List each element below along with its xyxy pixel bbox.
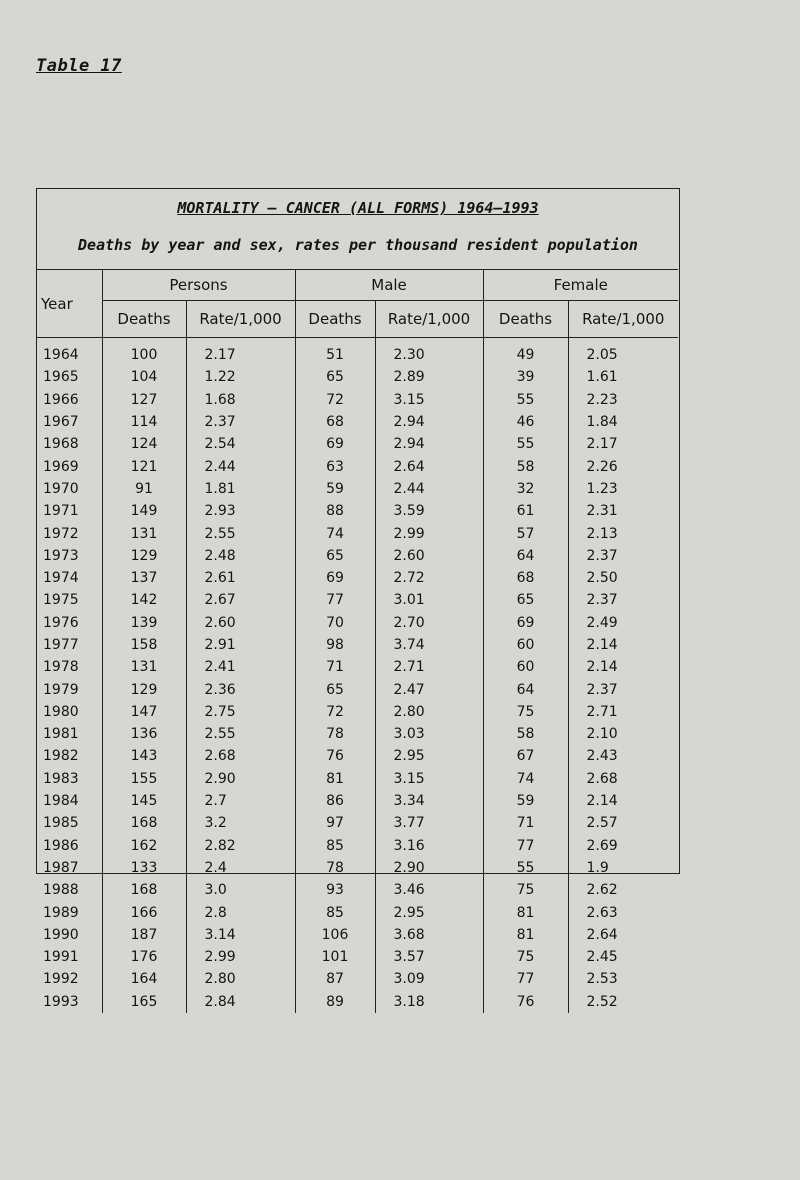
cell-female-rate: 2.37	[568, 545, 678, 567]
table-body	[37, 338, 678, 1013]
cell-year: 1980	[43, 703, 79, 720]
cell-male-rate: 2.64	[375, 455, 483, 477]
cell-male-rate: 3.34	[375, 790, 483, 812]
cell-male-rate: 2.95	[375, 745, 483, 767]
table-row	[37, 656, 678, 678]
cell-year: 1985	[43, 815, 79, 832]
cell-female-deaths: 65	[483, 589, 568, 611]
cell-persons-deaths: 158	[102, 634, 186, 656]
cell-persons-deaths: 131	[102, 522, 186, 544]
cell-male-rate: 2.44	[375, 478, 483, 500]
table-row	[37, 545, 678, 567]
cell-male-rate: 3.09	[375, 968, 483, 990]
cell-female-rate: 1.61	[568, 366, 678, 388]
cell-male-deaths: 89	[295, 991, 375, 1013]
cell-female-rate: 1.23	[568, 478, 678, 500]
cell-persons-deaths: 166	[102, 901, 186, 923]
cell-year: 1984	[43, 793, 79, 810]
table-row	[37, 455, 678, 477]
cell-persons-deaths: 121	[102, 455, 186, 477]
cell-female-rate: 2.45	[568, 946, 678, 968]
cell-persons-rate: 1.68	[186, 389, 295, 411]
cell-persons-deaths: 162	[102, 835, 186, 857]
cell-persons-deaths: 127	[102, 389, 186, 411]
cell-female-deaths: 75	[483, 701, 568, 723]
cell-persons-rate: 2.99	[186, 946, 295, 968]
header-male-rate: Rate/1,000	[375, 301, 483, 338]
cell-female-deaths: 39	[483, 366, 568, 388]
cell-male-deaths: 78	[295, 857, 375, 879]
cell-female-rate: 1.84	[568, 411, 678, 433]
cell-year: 1975	[43, 592, 79, 609]
cell-male-rate: 3.46	[375, 879, 483, 901]
cell-persons-deaths: 124	[102, 433, 186, 455]
cell-persons-deaths: 176	[102, 946, 186, 968]
cell-female-rate: 2.64	[568, 924, 678, 946]
cell-year: 1972	[43, 525, 79, 542]
cell-persons-rate: 2.48	[186, 545, 295, 567]
table-row	[37, 589, 678, 611]
table-row	[37, 433, 678, 455]
cell-persons-rate: 2.60	[186, 612, 295, 634]
cell-male-deaths: 98	[295, 634, 375, 656]
cell-persons-rate: 2.4	[186, 857, 295, 879]
cell-female-deaths: 81	[483, 924, 568, 946]
cell-persons-rate: 3.0	[186, 879, 295, 901]
table-row	[37, 723, 678, 745]
cell-year: 1986	[43, 837, 79, 854]
cell-male-deaths: 71	[295, 656, 375, 678]
cell-year: 1979	[43, 681, 79, 698]
cell-male-rate: 2.94	[375, 411, 483, 433]
cell-female-deaths: 57	[483, 522, 568, 544]
cell-persons-rate: 2.8	[186, 901, 295, 923]
cell-persons-rate: 2.41	[186, 656, 295, 678]
table-row	[37, 500, 678, 522]
cell-persons-deaths: 147	[102, 701, 186, 723]
cell-year: 1973	[43, 547, 79, 564]
cell-female-deaths: 71	[483, 812, 568, 834]
cell-female-rate: 2.13	[568, 522, 678, 544]
cell-male-rate: 2.71	[375, 656, 483, 678]
cell-year: 1989	[43, 904, 79, 921]
cell-persons-deaths: 142	[102, 589, 186, 611]
cell-persons-deaths: 137	[102, 567, 186, 589]
cell-persons-rate: 2.82	[186, 835, 295, 857]
cell-female-deaths: 59	[483, 790, 568, 812]
cell-female-rate: 2.26	[568, 455, 678, 477]
cell-persons-rate: 2.84	[186, 991, 295, 1013]
cell-male-deaths: 68	[295, 411, 375, 433]
cell-female-rate: 2.68	[568, 768, 678, 790]
cell-persons-rate: 2.75	[186, 701, 295, 723]
cell-persons-rate: 2.68	[186, 745, 295, 767]
cell-persons-rate: 2.61	[186, 567, 295, 589]
cell-persons-deaths: 139	[102, 612, 186, 634]
cell-year: 1981	[43, 726, 79, 743]
cell-female-deaths: 76	[483, 991, 568, 1013]
cell-female-deaths: 77	[483, 835, 568, 857]
cell-persons-rate: 2.91	[186, 634, 295, 656]
cell-male-deaths: 81	[295, 768, 375, 790]
cell-female-deaths: 46	[483, 411, 568, 433]
cell-female-deaths: 74	[483, 768, 568, 790]
cell-female-deaths: 55	[483, 389, 568, 411]
cell-female-deaths: 64	[483, 678, 568, 700]
cell-persons-deaths: 129	[102, 678, 186, 700]
table-row	[37, 366, 678, 388]
header-male: Male	[295, 270, 483, 301]
cell-male-deaths: 70	[295, 612, 375, 634]
cell-year: 1991	[43, 949, 79, 966]
cell-male-deaths: 76	[295, 745, 375, 767]
cell-female-deaths: 49	[483, 338, 568, 367]
cell-persons-deaths: 164	[102, 968, 186, 990]
cell-female-deaths: 69	[483, 612, 568, 634]
cell-persons-rate: 2.90	[186, 768, 295, 790]
table-row	[37, 567, 678, 589]
cell-male-deaths: 106	[295, 924, 375, 946]
table-label: Table 17	[36, 56, 122, 76]
cell-persons-rate: 3.14	[186, 924, 295, 946]
cell-male-rate: 3.16	[375, 835, 483, 857]
header-female-rate: Rate/1,000	[568, 301, 678, 338]
cell-male-rate: 2.90	[375, 857, 483, 879]
cell-female-deaths: 67	[483, 745, 568, 767]
cell-persons-rate: 2.55	[186, 723, 295, 745]
cell-persons-deaths: 168	[102, 812, 186, 834]
cell-male-rate: 3.57	[375, 946, 483, 968]
cell-male-rate: 2.70	[375, 612, 483, 634]
header-female-deaths: Deaths	[483, 301, 568, 338]
table-row	[37, 634, 678, 656]
cell-male-rate: 3.77	[375, 812, 483, 834]
mortality-table	[37, 269, 678, 1013]
header-female: Female	[483, 270, 678, 301]
table-row	[37, 678, 678, 700]
cell-male-deaths: 63	[295, 455, 375, 477]
cell-male-deaths: 88	[295, 500, 375, 522]
cell-year: 1977	[43, 637, 79, 653]
cell-female-rate: 2.31	[568, 500, 678, 522]
cell-female-rate: 2.37	[568, 678, 678, 700]
cell-female-deaths: 81	[483, 901, 568, 923]
cell-persons-rate: 2.36	[186, 678, 295, 700]
table-row	[37, 745, 678, 767]
cell-male-deaths: 85	[295, 835, 375, 857]
cell-persons-rate: 1.22	[186, 366, 295, 388]
cell-female-rate: 2.71	[568, 701, 678, 723]
cell-year: 1983	[43, 770, 79, 787]
cell-female-rate: 1.9	[568, 857, 678, 879]
cell-male-deaths: 87	[295, 968, 375, 990]
cell-year: 1969	[43, 458, 79, 475]
cell-year: 1990	[43, 926, 79, 943]
cell-persons-rate: 2.67	[186, 589, 295, 611]
cell-male-deaths: 69	[295, 433, 375, 455]
cell-persons-rate: 2.55	[186, 522, 295, 544]
cell-female-rate: 2.57	[568, 812, 678, 834]
cell-male-deaths: 74	[295, 522, 375, 544]
table-row	[37, 991, 678, 1013]
cell-female-rate: 2.37	[568, 589, 678, 611]
header-persons: Persons	[102, 270, 295, 301]
cell-female-rate: 2.43	[568, 745, 678, 767]
table-row	[37, 946, 678, 968]
table-row	[37, 612, 678, 634]
cell-male-deaths: 72	[295, 701, 375, 723]
cell-female-deaths: 55	[483, 433, 568, 455]
cell-persons-deaths: 168	[102, 879, 186, 901]
table-subtitle: Deaths by year and sex, rates per thousand resident population	[78, 236, 638, 254]
cell-male-deaths: 77	[295, 589, 375, 611]
cell-year: 1978	[43, 659, 79, 676]
cell-male-rate: 2.72	[375, 567, 483, 589]
cell-male-deaths: 85	[295, 901, 375, 923]
table-row	[37, 901, 678, 923]
cell-male-deaths: 65	[295, 366, 375, 388]
cell-male-deaths: 59	[295, 478, 375, 500]
cell-female-rate: 2.49	[568, 612, 678, 634]
cell-male-deaths: 69	[295, 567, 375, 589]
cell-persons-deaths: 131	[102, 656, 186, 678]
cell-male-rate: 2.99	[375, 522, 483, 544]
cell-male-deaths: 78	[295, 723, 375, 745]
cell-male-rate: 2.80	[375, 701, 483, 723]
cell-female-rate: 2.53	[568, 968, 678, 990]
cell-year: 1988	[43, 882, 79, 899]
cell-male-rate: 3.74	[375, 634, 483, 656]
cell-female-deaths: 58	[483, 723, 568, 745]
cell-year: 1993	[43, 993, 79, 1010]
cell-male-rate: 2.60	[375, 545, 483, 567]
cell-year: 1964	[43, 347, 79, 364]
cell-female-deaths: 60	[483, 656, 568, 678]
cell-persons-deaths: 100	[102, 338, 186, 367]
table-row	[37, 701, 678, 723]
cell-year: 1987	[43, 859, 79, 876]
table-row	[37, 968, 678, 990]
cell-male-deaths: 93	[295, 879, 375, 901]
cell-year: 1982	[43, 748, 79, 765]
cell-male-deaths: 86	[295, 790, 375, 812]
table-row	[37, 879, 678, 901]
cell-persons-rate: 2.80	[186, 968, 295, 990]
cell-persons-rate: 2.44	[186, 455, 295, 477]
cell-male-rate: 2.89	[375, 366, 483, 388]
cell-persons-deaths: 145	[102, 790, 186, 812]
cell-persons-rate: 2.17	[186, 338, 295, 367]
cell-female-deaths: 58	[483, 455, 568, 477]
table-row	[37, 389, 678, 411]
cell-persons-rate: 3.2	[186, 812, 295, 834]
cell-persons-deaths: 143	[102, 745, 186, 767]
table-row	[37, 478, 678, 500]
cell-year: 1968	[43, 436, 79, 453]
cell-male-rate: 3.68	[375, 924, 483, 946]
table-row	[37, 768, 678, 790]
header-year: Year	[37, 270, 102, 338]
cell-year: 1974	[43, 570, 79, 587]
cell-persons-deaths: 91	[102, 478, 186, 500]
cell-persons-deaths: 104	[102, 366, 186, 388]
cell-female-rate: 2.63	[568, 901, 678, 923]
cell-male-rate: 3.03	[375, 723, 483, 745]
cell-female-deaths: 64	[483, 545, 568, 567]
cell-female-rate: 2.14	[568, 656, 678, 678]
cell-female-deaths: 61	[483, 500, 568, 522]
cell-female-rate: 2.50	[568, 567, 678, 589]
table-row	[37, 522, 678, 544]
table-row	[37, 338, 678, 367]
cell-year: 1965	[43, 369, 79, 386]
cell-male-rate: 3.01	[375, 589, 483, 611]
cell-female-rate: 2.14	[568, 790, 678, 812]
cell-persons-deaths: 155	[102, 768, 186, 790]
cell-male-rate: 3.15	[375, 768, 483, 790]
header-persons-rate: Rate/1,000	[186, 301, 295, 338]
cell-persons-deaths: 149	[102, 500, 186, 522]
cell-persons-deaths: 136	[102, 723, 186, 745]
cell-female-rate: 2.17	[568, 433, 678, 455]
cell-female-deaths: 32	[483, 478, 568, 500]
table-row	[37, 857, 678, 879]
cell-male-deaths: 65	[295, 678, 375, 700]
cell-female-rate: 2.05	[568, 338, 678, 367]
cell-female-deaths: 60	[483, 634, 568, 656]
cell-persons-deaths: 187	[102, 924, 186, 946]
table-row	[37, 411, 678, 433]
cell-year: 1970	[43, 480, 79, 497]
cell-female-rate: 2.23	[568, 389, 678, 411]
table-title: MORTALITY – CANCER (ALL FORMS) 1964–1993	[177, 199, 539, 217]
table-row	[37, 790, 678, 812]
cell-female-rate: 2.69	[568, 835, 678, 857]
cell-persons-rate: 1.81	[186, 478, 295, 500]
cell-female-deaths: 55	[483, 857, 568, 879]
cell-persons-deaths: 165	[102, 991, 186, 1013]
header-persons-deaths: Deaths	[102, 301, 186, 338]
table-row	[37, 924, 678, 946]
cell-male-rate: 3.18	[375, 991, 483, 1013]
cell-male-deaths: 51	[295, 338, 375, 367]
cell-male-rate: 2.30	[375, 338, 483, 367]
cell-male-deaths: 97	[295, 812, 375, 834]
cell-male-rate: 2.95	[375, 901, 483, 923]
cell-year: 1992	[43, 971, 79, 988]
table-row	[37, 812, 678, 834]
cell-year: 1971	[43, 503, 79, 520]
cell-persons-rate: 2.54	[186, 433, 295, 455]
cell-female-deaths: 77	[483, 968, 568, 990]
cell-male-deaths: 65	[295, 545, 375, 567]
cell-male-rate: 2.47	[375, 678, 483, 700]
cell-persons-deaths: 133	[102, 857, 186, 879]
cell-female-rate: 2.14	[568, 634, 678, 656]
cell-male-rate: 3.59	[375, 500, 483, 522]
cell-female-rate: 2.10	[568, 723, 678, 745]
cell-female-deaths: 68	[483, 567, 568, 589]
cell-persons-rate: 2.37	[186, 411, 295, 433]
cell-female-deaths: 75	[483, 879, 568, 901]
cell-male-deaths: 72	[295, 389, 375, 411]
cell-female-deaths: 75	[483, 946, 568, 968]
cell-persons-deaths: 114	[102, 411, 186, 433]
cell-persons-rate: 2.7	[186, 790, 295, 812]
cell-male-deaths: 101	[295, 946, 375, 968]
mortality-table-frame	[36, 188, 680, 1010]
cell-year: 1976	[43, 614, 79, 631]
cell-male-rate: 2.94	[375, 433, 483, 455]
cell-year: 1966	[43, 391, 79, 408]
cell-female-rate: 2.52	[568, 991, 678, 1013]
cell-female-rate: 2.62	[568, 879, 678, 901]
header-male-deaths: Deaths	[295, 301, 375, 338]
cell-persons-rate: 2.93	[186, 500, 295, 522]
cell-persons-deaths: 129	[102, 545, 186, 567]
table-row	[37, 835, 678, 857]
cell-year: 1967	[43, 414, 79, 431]
cell-male-rate: 3.15	[375, 389, 483, 411]
